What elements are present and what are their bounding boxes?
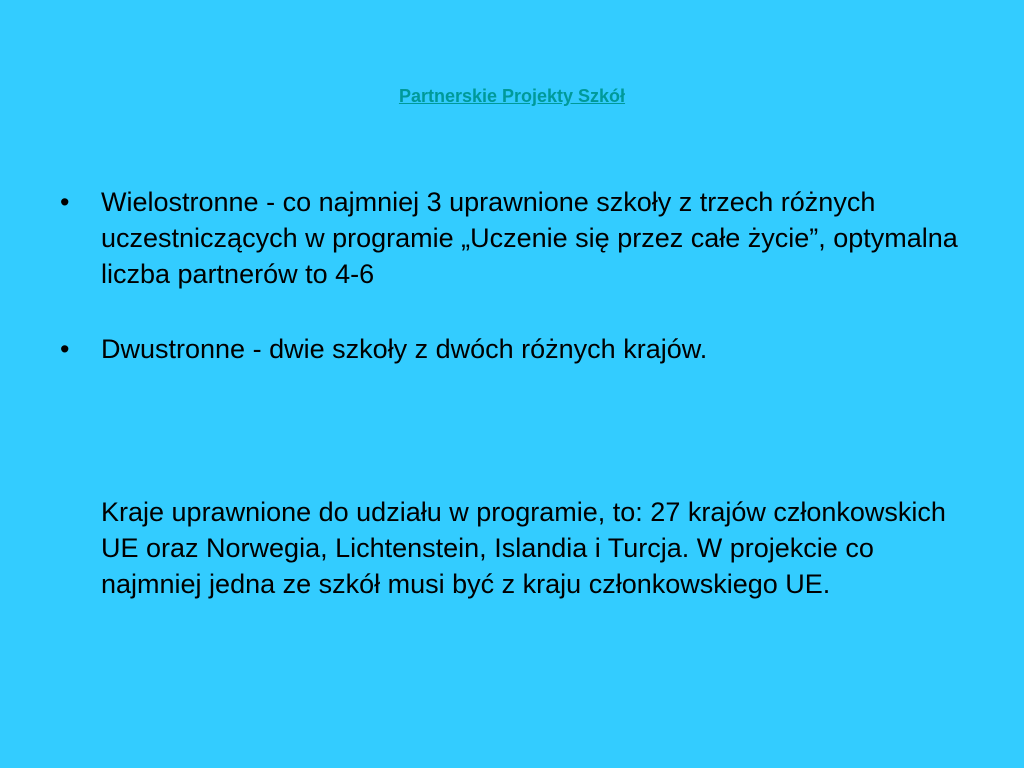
bullet-text-bilateral: Dwustronne - dwie szkoły z dwóch różnych krajów. — [101, 334, 708, 364]
eligible-countries-paragraph: Kraje uprawnione do udziału w programie, to: 27 krajów członkowskich UE oraz Norwegia, Lichtenstein, Islandia i Turcja. W projekcie co najmniej jedna ze szkół musi być z kraju członkowskiego UE. — [101, 497, 946, 599]
slide-title: Partnerskie Projekty Szkół — [398, 86, 626, 106]
bullet-text-multilateral: Wielostronne - co najmniej 3 uprawnione szkoły z trzech różnych uczestniczących w programie „Uczenie się przez całe życie”, optymalna liczba partnerów to 4-6 — [101, 187, 958, 289]
bullet-marker: • — [60, 187, 70, 217]
bullet-list — [60, 184, 980, 406]
bullet-item-multilateral — [60, 184, 980, 292]
bullet-item-bilateral — [60, 331, 980, 367]
bullet-marker: • — [60, 334, 70, 364]
